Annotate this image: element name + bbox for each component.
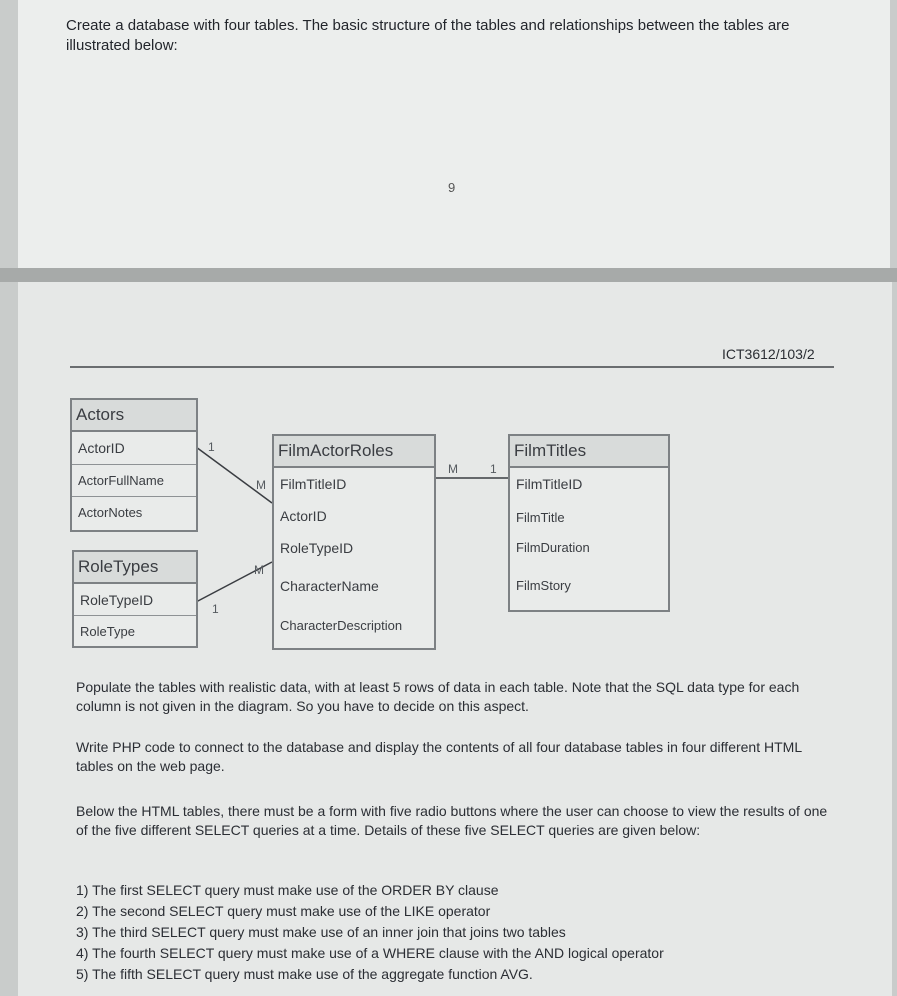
actors-table	[70, 398, 198, 532]
divider	[72, 496, 196, 497]
roletypes-field-roletype: RoleType	[80, 624, 135, 639]
filmtitles-field-filmstory: FilmStory	[516, 578, 571, 593]
cardinality-filmtitles: 1	[490, 462, 497, 476]
actors-field-actornotes: ActorNotes	[78, 505, 143, 520]
page-number: 9	[448, 180, 456, 195]
roletypes-title: RoleTypes	[74, 552, 196, 584]
actors-field-actorfullname: ActorFullName	[78, 473, 164, 488]
cardinality-far-film: M	[448, 462, 458, 476]
filmactorroles-field-actorid: ActorID	[280, 508, 327, 524]
filmactorroles-title: FilmActorRoles	[274, 436, 434, 468]
query-item-5: 5) The fifth SELECT query must make use of the aggregate function AVG.	[76, 966, 533, 982]
paragraph-populate: Populate the tables with realistic data, with at least 5 rows of data in each table. Note that the SQL data type for each column is not given in the diagram. So you have to decide on this aspect.	[76, 679, 800, 714]
divider	[74, 615, 196, 616]
filmactorroles-table	[272, 434, 436, 650]
cardinality-actors: 1	[208, 440, 215, 454]
query-item-1: 1) The first SELECT query must make use of the ORDER BY clause	[76, 882, 499, 898]
filmtitles-field-filmtitle: FilmTitle	[516, 510, 565, 525]
intro-text: Create a database with four tables. The basic structure of the tables and relationships between the tables are illustrated below:	[66, 17, 790, 54]
paragraph-php: Write PHP code to connect to the database and display the contents of all four database tables in four different HTML tables on the web page.	[76, 739, 802, 774]
paragraph-form: Below the HTML tables, there must be a form with five radio buttons where the user can choose to view the results of one of the five different SELECT queries at a time. Details of these five SELECT queries are given below:	[76, 803, 828, 838]
cardinality-far-role: M	[254, 563, 264, 577]
query-item-4: 4) The fourth SELECT query must make use of a WHERE clause with the AND logical operator	[76, 945, 664, 961]
query-item-3: 3) The third SELECT query must make use of an inner join that joins two tables	[76, 924, 566, 940]
query-item-2: 2) The second SELECT query must make use of the LIKE operator	[76, 903, 491, 919]
course-code: ICT3612/103/2	[722, 346, 815, 362]
query-list	[76, 880, 836, 985]
filmtitles-title: FilmTitles	[510, 436, 668, 468]
filmactorroles-field-roletypeid: RoleTypeID	[280, 540, 354, 556]
actors-field-actorid: ActorID	[78, 440, 125, 456]
roletypes-table	[72, 550, 198, 648]
filmtitles-field-filmtitleid: FilmTitleID	[516, 476, 583, 492]
roletypes-field-roletypeid: RoleTypeID	[80, 592, 154, 608]
filmactorroles-field-filmtitleid: FilmTitleID	[280, 476, 347, 492]
filmtitles-field-filmduration: FilmDuration	[516, 540, 590, 555]
filmactorroles-field-characterdescription: CharacterDescription	[280, 618, 403, 633]
cardinality-far-actor: M	[256, 478, 266, 492]
filmtitles-table	[508, 434, 670, 612]
divider	[72, 464, 196, 465]
actors-far-line	[196, 447, 272, 503]
cardinality-roletypes: 1	[212, 602, 219, 616]
filmactorroles-field-charactername: CharacterName	[280, 578, 379, 594]
actors-title: Actors	[72, 400, 196, 432]
